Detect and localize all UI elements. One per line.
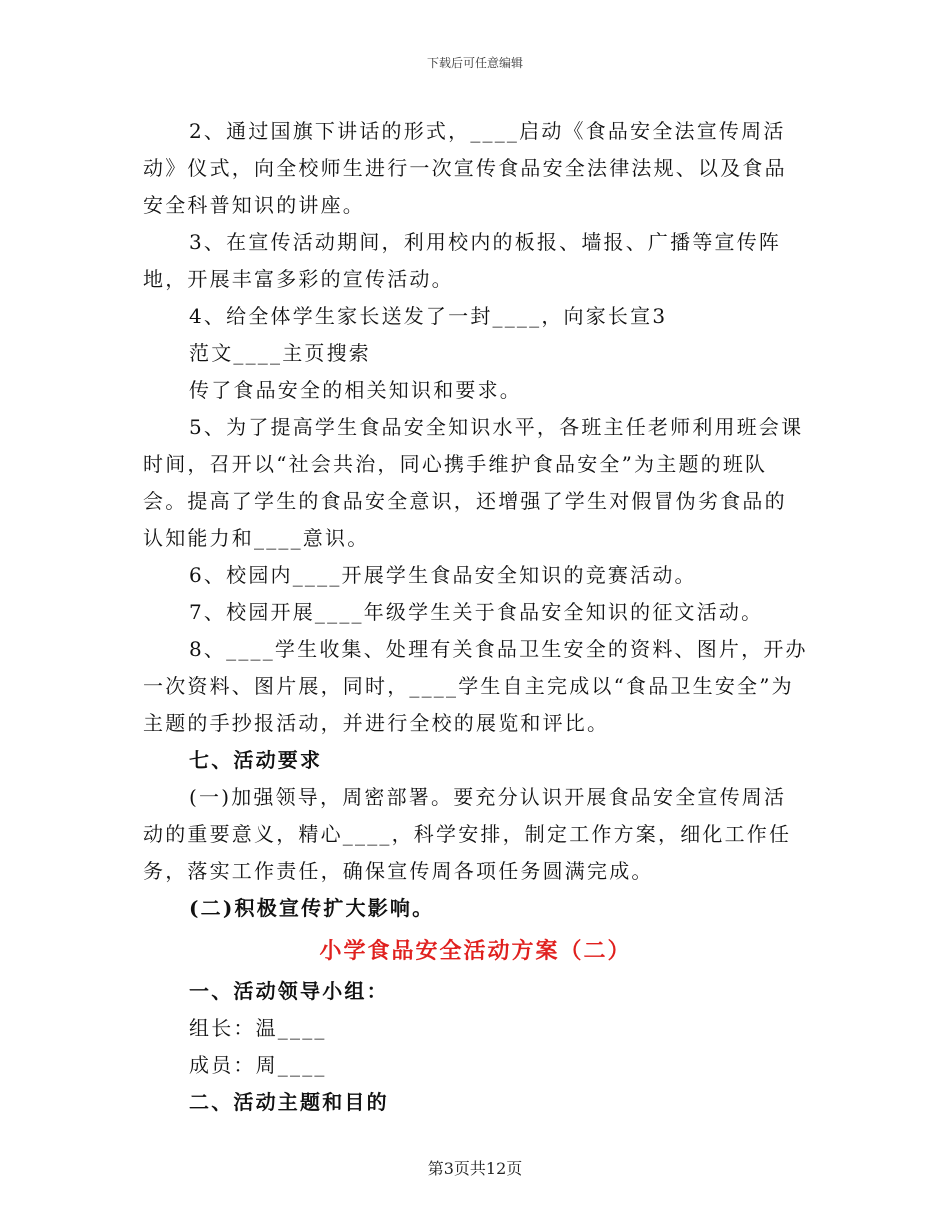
document-body [143,113,808,1121]
page-footer: 第3页共12页 [427,1159,523,1178]
requirement-1: (一)加强领导，周密部署。要充分认识开展食品安全宣传周活动的重要意义，精心____，科学安排，制定工作方案，细化工作任务，落实工作责任，确保宣传周各项任务圆满完成。 [143,785,792,883]
section-heading-leadership: 一、活动领导小组： [189,979,389,1003]
paragraph-item-8: 8、____学生收集、处理有关食品卫生安全的资料、图片，开办一次资料、图片展，同时，____学生自主完成以“食品卫生安全”为主题的手抄报活动，并进行全校的展览和评比。 [143,637,808,735]
section-heading-theme: 二、活动主题和目的 [189,1090,389,1114]
section-heading-requirements: 七、活动要求 [189,748,323,772]
paragraph-item-3: 3、在宣传活动期间，利用校内的板报、墙报、广播等宣传阵地，开展丰富多彩的宣传活动。 [143,230,782,291]
paragraph-item-4-cont: 传了食品安全的相关知识和要求。 [189,378,522,402]
paragraph-item-5: 5、为了提高学生食品安全知识水平，各班主任老师利用班会课时间，召开以“社会共治，同心携手维护食品安全”为主题的班队会。提高了学生的食品安全意识，还增强了学生对假冒伪劣食品的认知能力和____意识。 [143,415,804,550]
paragraph-item-6: 6、校园内____开展学生食品安全知识的竞赛活动。 [189,563,697,587]
page-header: 下载后可任意编辑 [426,56,523,70]
paragraph-item-4-link: 范文____主页搜索 [189,341,371,365]
paragraph-item-7: 7、校园开展____年级学生关于食品安全知识的征文活动。 [189,600,764,624]
requirement-2: (二)积极宣传扩大影响。 [189,896,435,920]
paragraph-item-4: 4、给全体学生家长送发了一封____，向家长宣3 [189,304,668,328]
paragraph-item-2: 2、通过国旗下讲话的形式，____启动《食品安全法宣传周活动》仪式，向全校师生进行一次宣传食品安全法律法规、以及食品安全科普知识的讲座。 [143,119,787,217]
leader-line: 组长：温____ [189,1016,327,1040]
members-line: 成员：周____ [189,1053,327,1077]
section-title: 小学食品安全活动方案（二） [319,938,632,964]
